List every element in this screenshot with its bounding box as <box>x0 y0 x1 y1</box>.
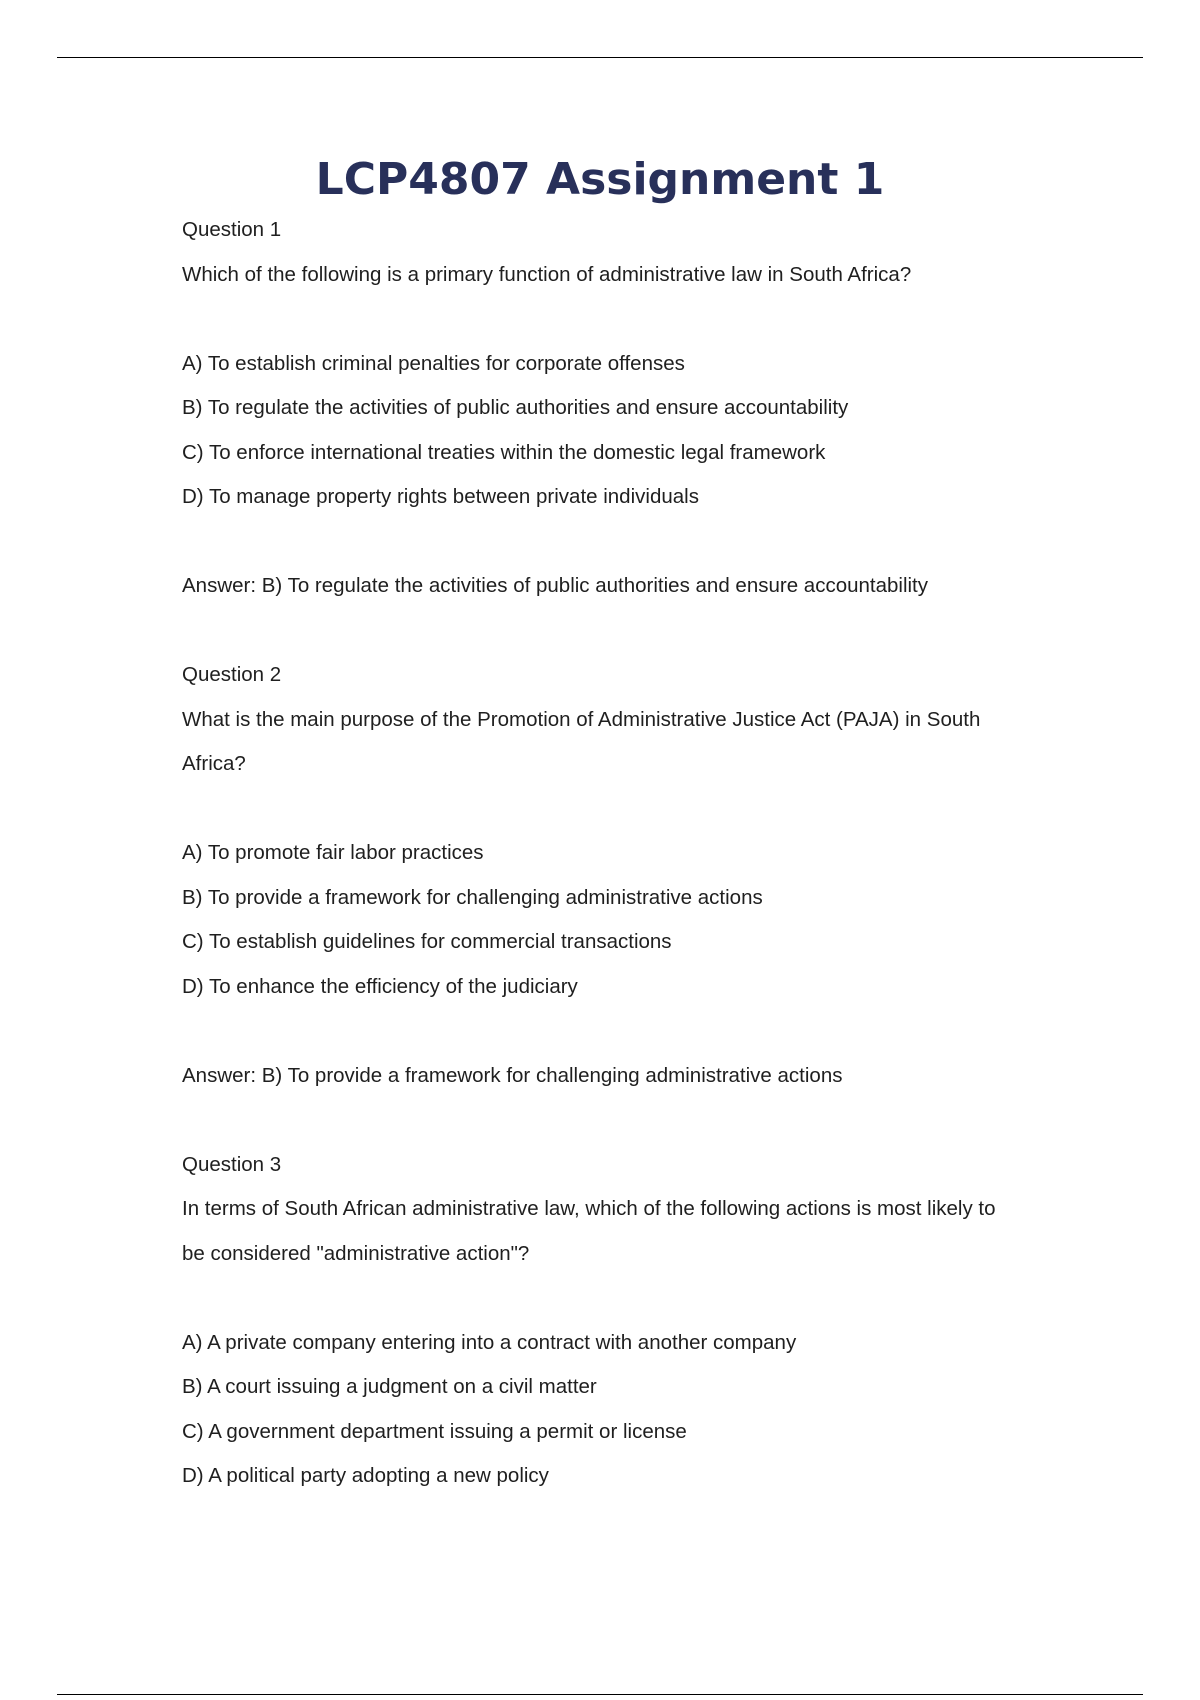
answer-line: Answer: B) To provide a framework for challenging administrative actions <box>182 1063 843 1087</box>
document-title: LCP4807 Assignment 1 <box>315 154 885 205</box>
question-label: Question 1 <box>182 218 282 241</box>
spacer <box>182 1009 1062 1054</box>
question-text: In terms of South African administrative law, which of the following actions is most likely to be considered "administrative action"? <box>182 1197 996 1265</box>
question-text: Which of the following is a primary function of administrative law in South Africa? <box>182 262 912 286</box>
footer-rule <box>57 1694 1143 1695</box>
answer-option: C) A government department issuing a permit or license <box>182 1419 687 1443</box>
answer-option: A) To promote fair labor practices <box>182 841 484 864</box>
answer-option: C) To enforce international treaties within the domestic legal framework <box>182 440 826 464</box>
answer-option: B) To provide a framework for challenging administrative actions <box>182 885 763 909</box>
question-label: Question 3 <box>182 1152 282 1176</box>
answer-option: D) To manage property rights between private individuals <box>182 485 699 508</box>
header-rule <box>57 57 1143 58</box>
spacer <box>182 787 1062 832</box>
spacer <box>182 1098 1062 1143</box>
answer-option: A) A private company entering into a contract with another company <box>182 1330 797 1354</box>
document-body <box>182 208 1062 1499</box>
answer-option: B) To regulate the activities of public authorities and ensure accountability <box>182 396 849 419</box>
answer-option: D) A political party adopting a new policy <box>182 1464 549 1487</box>
spacer <box>182 297 1062 342</box>
spacer <box>182 1276 1062 1321</box>
question-text: What is the main purpose of the Promotion of Administrative Justice Act (PAJA) in South Africa? <box>182 707 981 775</box>
spacer <box>182 609 1062 654</box>
answer-option: C) To establish guidelines for commercial transactions <box>182 930 672 953</box>
question-label: Question 2 <box>182 663 282 686</box>
answer-line: Answer: B) To regulate the activities of public authorities and ensure accountability <box>182 574 929 597</box>
answer-option: B) A court issuing a judgment on a civil matter <box>182 1375 597 1398</box>
answer-option: D) To enhance the efficiency of the judiciary <box>182 974 578 998</box>
answer-option: A) To establish criminal penalties for corporate offenses <box>182 351 685 375</box>
spacer <box>182 520 1062 565</box>
